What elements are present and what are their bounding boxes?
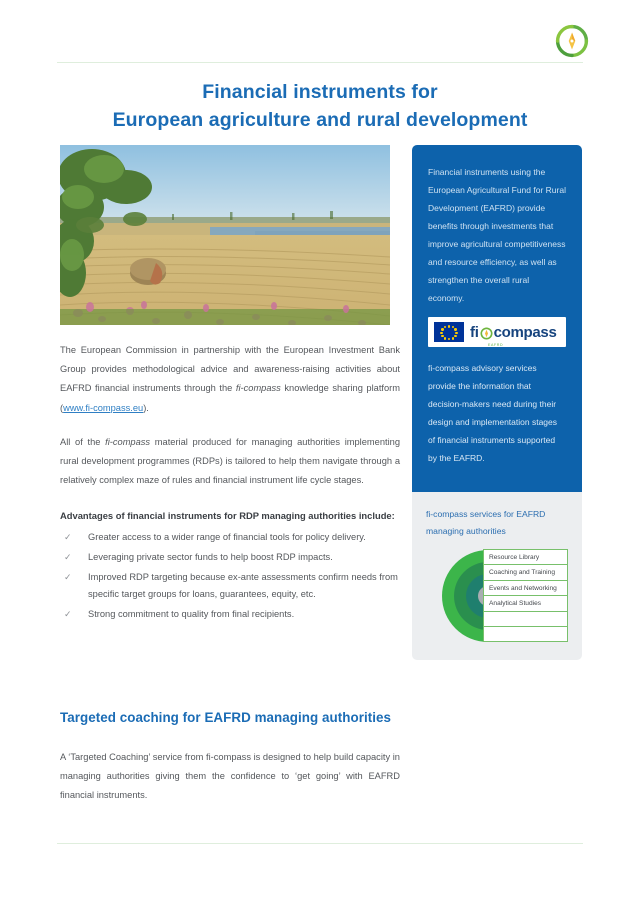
section-text-a: A (60, 752, 69, 762)
para1-italic: fi-compass (235, 383, 281, 394)
main-content-column (60, 341, 400, 626)
page-title-line1: Financial instruments for (202, 81, 438, 103)
services-list (483, 549, 568, 643)
wordmark-subtext: EAFRD (488, 342, 504, 347)
services-panel (412, 492, 582, 660)
blue-panel-text-2: advisory services provide the information that decision-makers need during their design and implementation stages of financial instruments supported by the EAFRD. (428, 363, 557, 464)
page-title-line2: European agriculture and rural development (112, 109, 528, 132)
list-item (60, 529, 400, 547)
para1-text-b: knowledge sharing platform ( (60, 383, 400, 413)
intro-paragraph-1 (60, 341, 400, 418)
blue-panel-italic: fi-compass (428, 363, 470, 374)
list-item-label: Leveraging private sector funds to help boost RDP impacts. (88, 551, 333, 562)
section-heading-targeted-coaching: Targeted coaching for EAFRD managing authorities (60, 710, 391, 725)
section-paragraph (60, 748, 400, 806)
section-italic-2: fi-compass (206, 752, 251, 762)
blue-panel-paragraph-2 (428, 359, 566, 467)
para2-text-b: material produced for managing authorities implementing rural development programmes (RDPs) is tailored to help them navigate through a relatively complex maze of rules and financial instrument life cycle stages. (60, 436, 400, 486)
hero-photo (60, 145, 390, 325)
list-item-label: Greater access to a wider range of financial tools for policy delivery. (88, 531, 366, 542)
service-row-resource-library[interactable]: Resource Library (483, 549, 568, 565)
service-row-analytical-studies[interactable]: Analytical Studies (483, 595, 568, 611)
blue-panel-paragraph-1: Financial instruments using the European Agricultural Fund for Rural Development (EAFRD) provide benefits through investments that improve agricultural competitiveness and resource efficiency, as well as strengthen the overall rural economy. (428, 167, 566, 304)
check-icon: ✓ (64, 571, 72, 582)
services-diagram (426, 548, 568, 644)
list-item (60, 549, 400, 567)
para1-text-c: ). (143, 402, 149, 413)
section-text-c: is designed to help build capacity in managing authorities giving them the confidence to ‘get going’ with EAFRD financial instruments. (60, 752, 400, 801)
service-row-coaching-and-training[interactable]: Coaching and Training (483, 564, 568, 580)
fi-compass-logo-block (428, 317, 566, 347)
para2-italic: fi-compass (105, 436, 151, 447)
wordmark-compass: compass (493, 323, 557, 341)
service-row-empty-1 (483, 611, 568, 627)
eu-flag-icon (434, 322, 464, 342)
fi-compass-website-link[interactable]: www.fi-compass.eu (63, 402, 144, 413)
page-title (60, 78, 580, 135)
service-row-events-and-networking[interactable]: Events and Networking (483, 580, 568, 596)
section-italic-1: ‘Targeted Coaching’ (68, 752, 151, 762)
list-item-label: Strong commitment to quality from final recipients. (88, 609, 295, 620)
intro-paragraph-2 (60, 433, 400, 491)
fi-compass-wordmark (470, 323, 557, 347)
list-item (60, 606, 400, 624)
check-icon: ✓ (64, 551, 72, 562)
header-divider (57, 62, 583, 63)
services-panel-heading (426, 506, 568, 540)
fi-compass-circle-logo-icon (553, 22, 591, 60)
list-item-label: Improved RDP targeting because ex-ante assessments confirm needs from specific target groups for loans, guarantees, equity, etc. (88, 571, 398, 600)
advantages-list (60, 529, 400, 624)
para1-text-a: The European Commission in partnership with the European Investment Bank Group provides methodological advice and awareness-raising activities about EAFRD financial instruments through the (60, 345, 400, 394)
check-icon: ✓ (64, 531, 72, 542)
services-heading-rest: services for EAFRD managing authorities (426, 509, 546, 536)
list-item (60, 569, 400, 605)
advantages-heading: Advantages of financial instruments for RDP managing authorities include: (60, 509, 395, 521)
blue-info-panel (412, 145, 582, 492)
footer-divider (57, 843, 583, 844)
services-heading-italic: fi-compass (426, 509, 468, 519)
para2-text-a: All of the (60, 436, 106, 447)
check-icon: ✓ (64, 609, 72, 620)
compass-circle-icon (480, 327, 493, 340)
wordmark-fi: fi (470, 323, 479, 341)
service-row-empty-2 (483, 626, 568, 642)
section-text-b: service from (150, 752, 207, 762)
